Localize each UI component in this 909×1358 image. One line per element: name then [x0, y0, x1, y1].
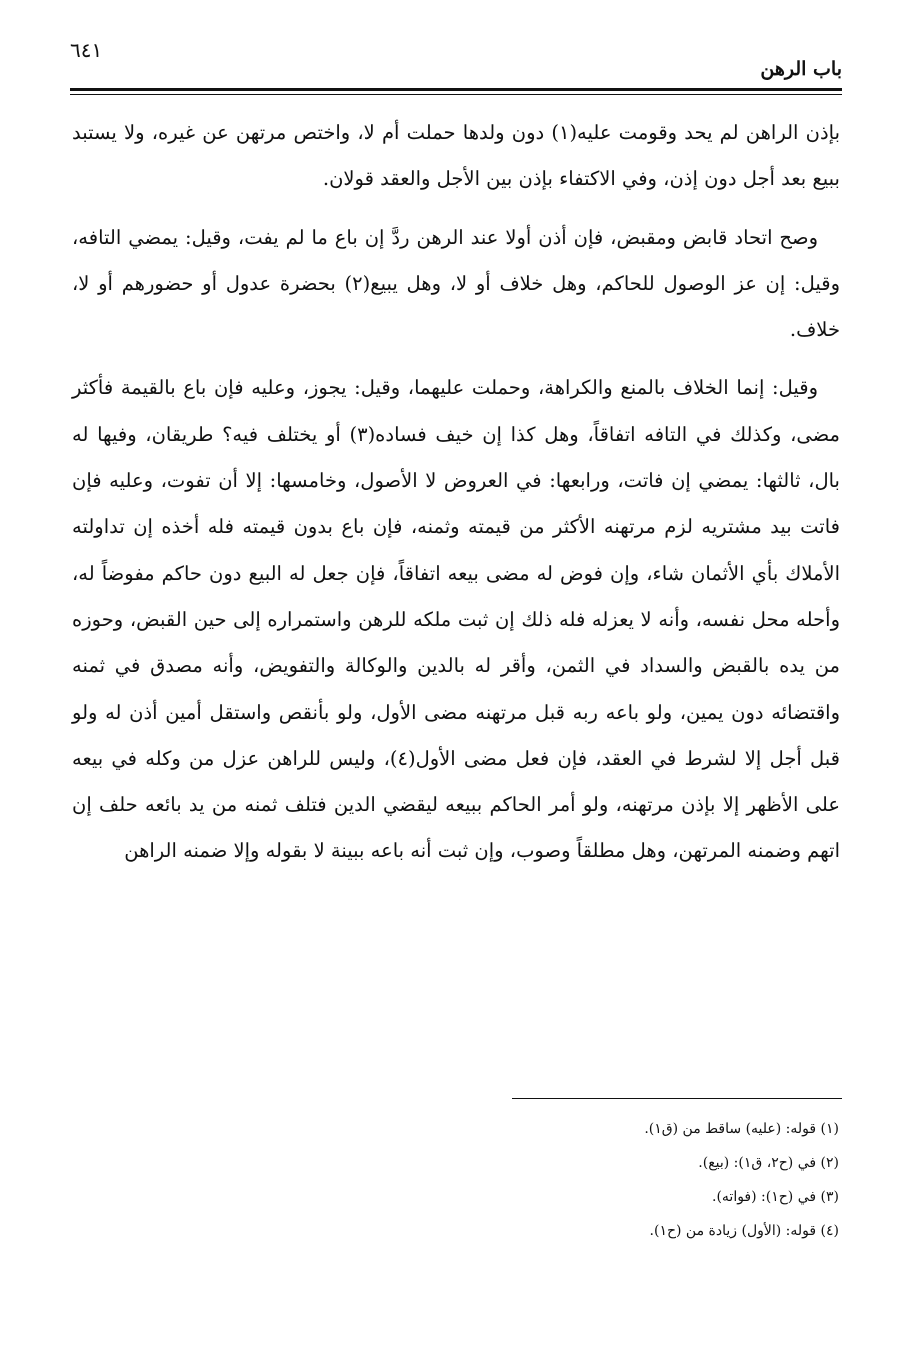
paragraph-3: وقيل: إنما الخلاف بالمنع والكراهة، وحملت عليهما، وقيل: يجوز، وعليه فإن باع بالقيمة فأكثر مضى، وكذلك في التافه اتفاقاً، وهل كذا إن خيف فساده(٣) أو يختلف فيه؟ طريقان، وفيها له بال، ثالثها: يمضي إن فاتت، ورابعها: في العروض لا الأصول، وخامسها: إلا أن تفوت، وعليه فإن فاتت بيد مشتريه لزم مرتهنه الأكثر من قيمته وثمنه، فإن باع بدون قيمته فله أخذه إن تداولته الأملاك بأي الأثمان شاء، وإن فوض له مضى بيعه اتفاقاً، فإن جعل له البيع دون حاكم مفوضاً له، وأحله محل نفسه، وأنه لا يعزله فله ذلك إن ثبت ملكه للرهن واستمراره إلى حين القبض، وحوزه من يده بالقبض والسداد في الثمن، وأقر له بالدين والوكالة والتفويض، وأنه مصدق في ثمنه واقتضائه دون يمين، ولو باعه ربه قبل مرتهنه مضى الأول، ولو بأنقص واستقل أمين أذن له ولو قبل أجل إلا لشرط في العقد، فإن فعل مضى الأول(٤)، وليس للراهن عزل من وكله في بيعه على الأظهر إلا بإذن مرتهنه، ولو أمر الحاكم ببيعه ليقضي الدين فتلف ثمنه من يد بائعه حلف إن اتهم وضمنه المرتهن، وهل مطلقاً وصوب، وإن ثبت أنه باعه ببينة لا بقوله وإلا ضمنه الراهن — [72, 376, 841, 863]
body-text — [72, 110, 840, 887]
page-header — [70, 38, 842, 88]
header-rule-thin — [70, 94, 842, 95]
paragraph-2: وصح اتحاد قابض ومقبض، فإن أذن أولا عند الرهن ردَّ إن باع ما لم يفت، وقيل: يمضي التافه، وقيل: إن عز الوصول للحاكم، وهل خلاف أو لا، وهل يبيع(٢) بحضرة عدول أو حضورهم أو لا، خلاف. — [72, 225, 840, 342]
header-rule-thick — [70, 88, 842, 91]
footnote-separator — [512, 1098, 842, 1099]
footnote-4: (٤) قوله: (الأول) زيادة من (ح١). — [649, 1223, 839, 1239]
running-title: باب الرهن — [760, 58, 842, 80]
footnote-2: (٢) في (ح٢، ق١): (بيع). — [698, 1155, 839, 1171]
footnote-1: (١) قوله: (عليه) ساقط من (ق١). — [644, 1121, 839, 1137]
footnote-3: (٣) في (ح١): (فواته). — [712, 1189, 839, 1205]
paragraph-1: بإذن الراهن لم يحد وقومت عليه(١) دون ولدها حملت أم لا، واختص مرتهن عن غيره، ولا يستبد ببيع بعد أجل دون إذن، وفي الاكتفاء بإذن بين الأجل والعقد قولان. — [72, 121, 840, 191]
footnotes — [439, 1112, 839, 1248]
page-number: ٦٤١ — [70, 38, 103, 62]
